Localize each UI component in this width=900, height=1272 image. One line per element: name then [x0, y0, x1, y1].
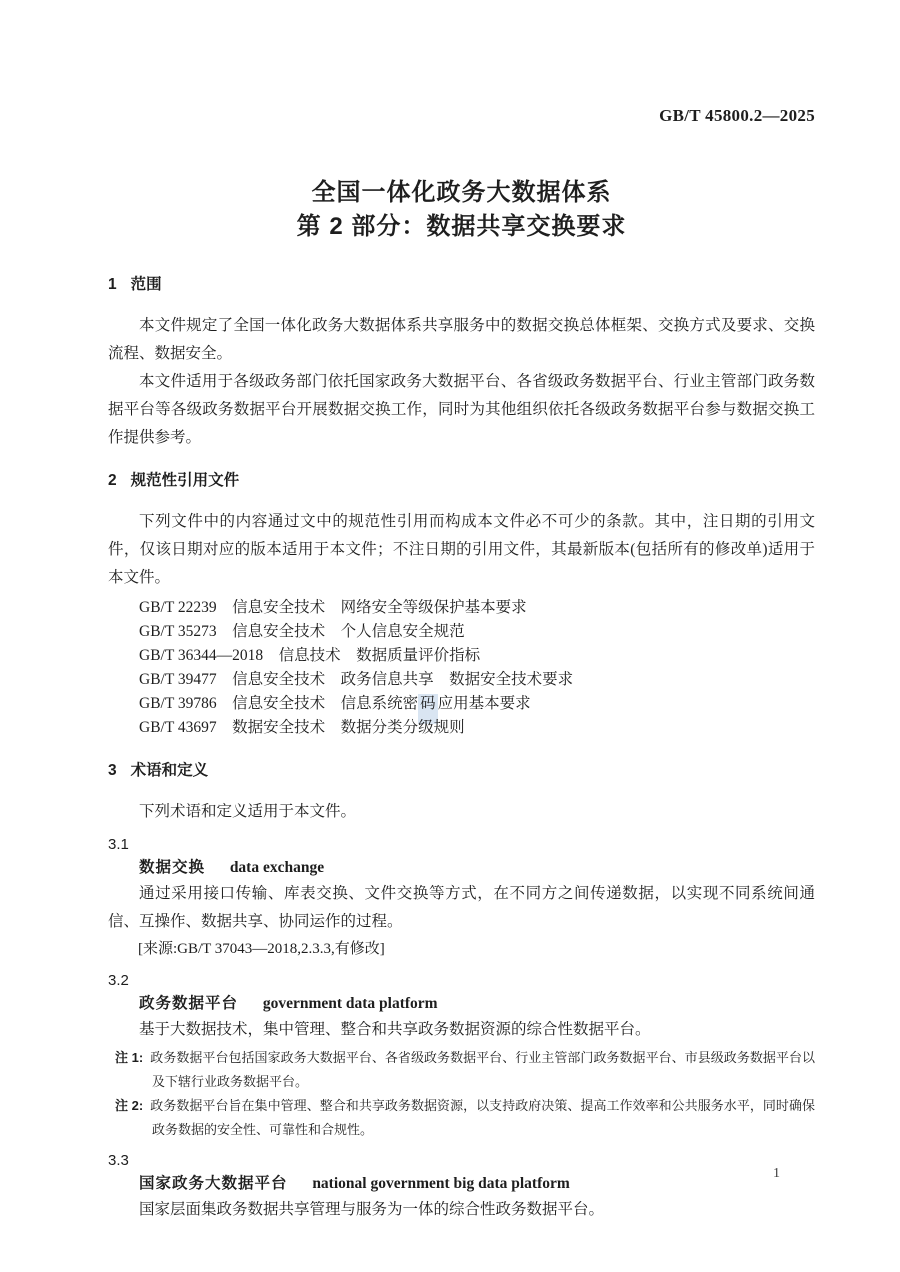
term-3-1-source: [来源:GB/T 37043—2018,2.3.3,有修改] — [138, 941, 385, 957]
standard-number: GB/T 45800.2—2025 — [659, 106, 815, 125]
term-3-3-name-zh: 国家政务大数据平台 — [139, 1175, 288, 1192]
terms-intro: 下列术语和定义适用于本文件。 — [139, 803, 357, 820]
reference-item: GB/T 22239 信息安全技术 网络安全等级保护基本要求 — [139, 599, 527, 616]
term-3-3-name-en: national government big data platform — [312, 1175, 570, 1192]
term-3-1-name-en: data exchange — [229, 859, 325, 876]
reference-text: 应用基本要求 — [437, 695, 531, 712]
note-2-text: 政务数据平台旨在集中管理、整合和共享政务数据资源，以支持政府决策、提高工作效率和公共服务水平，同时确保政务数据的安全性、可靠性和合规性。 — [150, 1098, 815, 1137]
term-3-2-notes — [108, 1046, 815, 1142]
note-1-label: 注 1: — [115, 1050, 144, 1065]
section-1-title: 范围 — [130, 276, 162, 293]
section-1-heading — [108, 274, 815, 296]
reference-item — [139, 692, 815, 716]
term-note-2 — [115, 1094, 815, 1142]
note-2-label: 注 2: — [115, 1098, 144, 1113]
section-2-number: 2 — [108, 472, 117, 489]
note-1-text: 政务数据平台包括国家政务大数据平台、各省级政务数据平台、行业主管部门政务数据平台、市县级政务数据平台以及下辖行业政务数据平台。 — [150, 1050, 815, 1089]
term-3-2-definition: 基于大数据技术，集中管理、整合和共享政务数据资源的综合性数据平台。 — [139, 1021, 651, 1038]
reference-item: GB/T 35273 信息安全技术 个人信息安全规范 — [139, 623, 465, 640]
title-line-2: 第 2 部分：数据共享交换要求 — [296, 213, 627, 240]
term-3-3-name — [139, 1172, 815, 1196]
section-3-title: 术语和定义 — [130, 762, 209, 779]
section-3-number: 3 — [108, 762, 117, 779]
reference-item: GB/T 39477 信息安全技术 政务信息共享 数据安全技术要求 — [139, 671, 574, 688]
highlight-mark: 码 — [418, 694, 438, 724]
term-3-1-name-zh: 数据交换 — [139, 859, 206, 876]
scope-paragraph-2: 本文件适用于各级政务部门依托国家政务大数据平台、各省级政务数据平台、行业主管部门政务数据平台等各级政务数据平台开展数据交换工作，同时为其他组织依托各级政务数据平台参与数据交换工作提供参考。 — [108, 373, 815, 446]
section-2-title: 规范性引用文件 — [130, 472, 240, 489]
reference-item: GB/T 43697 数据安全技术 数据分类分级规则 — [139, 719, 465, 736]
reference-text: GB/T 39786 信息安全技术 信息系统密 — [139, 695, 419, 712]
term-3-3-definition: 国家层面集政务数据共享管理与服务为一体的综合性政务数据平台。 — [139, 1201, 605, 1218]
term-3-2-name-en: government data platform — [262, 995, 438, 1012]
scope-paragraph-1: 本文件规定了全国一体化政务大数据体系共享服务中的数据交换总体框架、交换方式及要求、交换流程、数据安全。 — [108, 317, 815, 362]
term-3-1-definition: 通过采用接口传输、库表交换、文件交换等方式，在不同方之间传递数据，以实现不同系统间通信、互操作、数据共享、协同运作的过程。 — [108, 885, 815, 930]
section-2-heading — [108, 470, 815, 492]
reference-item: GB/T 36344—2018 信息技术 数据质量评价指标 — [139, 647, 481, 664]
term-note-1 — [115, 1046, 815, 1094]
term-3-1-number: 3.1 — [108, 836, 129, 853]
section-1-number: 1 — [108, 276, 117, 293]
term-3-2-number: 3.2 — [108, 972, 129, 989]
term-3-2-name — [139, 992, 815, 1016]
document-title — [108, 176, 815, 244]
term-3-2-name-zh: 政务数据平台 — [139, 995, 239, 1012]
term-3-1-name — [139, 856, 815, 880]
section-3-heading — [108, 760, 815, 782]
reference-list — [108, 596, 815, 740]
normative-references-intro: 下列文件中的内容通过文中的规范性引用而构成本文件必不可少的条款。其中，注日期的引用文件，仅该日期对应的版本适用于本文件；不注日期的引用文件，其最新版本(包括所有的修改单)适用于本文件。 — [108, 513, 815, 586]
term-3-3-number: 3.3 — [108, 1152, 129, 1169]
page-number: 1 — [773, 1166, 780, 1181]
title-line-1: 全国一体化政务大数据体系 — [311, 179, 612, 206]
